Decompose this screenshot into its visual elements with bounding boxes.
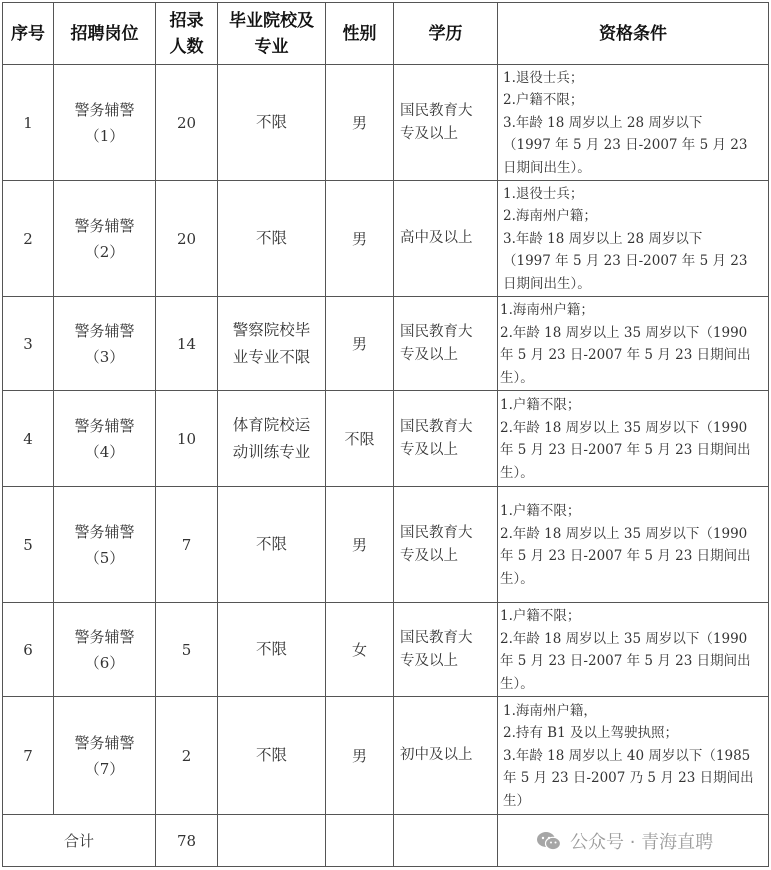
cell-requirements: 1.户籍不限； 2.年龄 18 周岁以上 35 周岁以下（1990 年 5 月 23 日-2007 年 5 月 23 日期间出 生）。 (498, 603, 769, 697)
cell-seq: 6 (3, 603, 54, 697)
header-row (3, 3, 769, 65)
cell-gender: 不限 (326, 391, 394, 487)
cell-major: 不限 (218, 603, 326, 697)
cell-education: 国民教育大 专及以上 (394, 297, 498, 391)
header-school-major: 毕业院校及 专业 (218, 3, 326, 65)
cell-requirements: 1.户籍不限； 2.年龄 18 周岁以上 35 周岁以下（1990 年 5 月 23 日-2007 年 5 月 23 日期间出 生）。 (498, 391, 769, 487)
cell-position: 警务辅警 （3） (54, 297, 156, 391)
cell-seq: 1 (3, 65, 54, 181)
cell-major: 警察院校毕 业专业不限 (218, 297, 326, 391)
watermark-text: 公众号 · 青海直聘 (570, 832, 714, 853)
cell-gender: 男 (326, 487, 394, 603)
table-row (3, 65, 769, 181)
cell-count: 20 (156, 181, 218, 297)
cell-requirements: 1.海南州户籍， 2.持有 B1 及以上驾驶执照； 3.年龄 18 周岁以上 40 周岁以下（1985 年 5 月 23 日-2007 乃 5 月 23 日期间出 生） (498, 697, 769, 815)
cell-gender: 男 (326, 181, 394, 297)
cell-count: 20 (156, 65, 218, 181)
cell-position: 警务辅警 （2） (54, 181, 156, 297)
cell-position: 警务辅警 （7） (54, 697, 156, 815)
cell-education: 国民教育大 专及以上 (394, 487, 498, 603)
cell-seq: 5 (3, 487, 54, 603)
total-count: 78 (156, 815, 218, 867)
cell-education: 国民教育大 专及以上 (394, 65, 498, 181)
table-row (3, 391, 769, 487)
cell-education: 初中及以上 (394, 697, 498, 815)
cell-seq: 3 (3, 297, 54, 391)
cell-seq: 7 (3, 697, 54, 815)
cell-major: 不限 (218, 487, 326, 603)
cell-major: 不限 (218, 181, 326, 297)
cell-count: 10 (156, 391, 218, 487)
cell-seq: 2 (3, 181, 54, 297)
cell-major: 不限 (218, 697, 326, 815)
cell-requirements: 1.户籍不限； 2.年龄 18 周岁以上 35 周岁以下（1990 年 5 月 23 日-2007 年 5 月 23 日期间出 生）。 (498, 487, 769, 603)
watermark (536, 826, 713, 856)
cell-position: 警务辅警 （6） (54, 603, 156, 697)
cell-education: 国民教育大 专及以上 (394, 391, 498, 487)
header-gender: 性别 (326, 3, 394, 65)
cell-position: 警务辅警 （1） (54, 65, 156, 181)
cell-major: 不限 (218, 65, 326, 181)
total-label: 合计 (3, 815, 156, 867)
cell-count: 5 (156, 603, 218, 697)
wechat-icon (536, 831, 562, 851)
cell-count: 2 (156, 697, 218, 815)
cell-education: 国民教育大 专及以上 (394, 603, 498, 697)
cell-count: 7 (156, 487, 218, 603)
header-position: 招聘岗位 (54, 3, 156, 65)
table-row (3, 697, 769, 815)
header-seq: 序号 (3, 3, 54, 65)
header-requirements: 资格条件 (498, 3, 769, 65)
cell-seq: 4 (3, 391, 54, 487)
cell-position: 警务辅警 （4） (54, 391, 156, 487)
recruitment-table (2, 2, 769, 867)
cell-gender: 男 (326, 697, 394, 815)
cell-major: 体育院校运 动训练专业 (218, 391, 326, 487)
header-education: 学历 (394, 3, 498, 65)
cell-gender: 男 (326, 297, 394, 391)
cell-gender: 女 (326, 603, 394, 697)
cell-requirements: 1.退役士兵； 2.海南州户籍； 3.年龄 18 周岁以上 28 周岁以下 （1997 年 5 月 23 日-2007 年 5 月 23 日期间出生）。 (498, 181, 769, 297)
cell-requirements: 1.海南州户籍； 2.年龄 18 周岁以上 35 周岁以下（1990 年 5 月 23 日-2007 年 5 月 23 日期间出 生）。 (498, 297, 769, 391)
cell-position: 警务辅警 （5） (54, 487, 156, 603)
cell-requirements: 1.退役士兵； 2.户籍不限； 3.年龄 18 周岁以上 28 周岁以下 （1997 年 5 月 23 日-2007 年 5 月 23 日期间出生）。 (498, 65, 769, 181)
cell-education: 高中及以上 (394, 181, 498, 297)
table-row (3, 603, 769, 697)
table-row (3, 487, 769, 603)
cell-gender: 男 (326, 65, 394, 181)
table-row (3, 297, 769, 391)
header-count: 招录 人数 (156, 3, 218, 65)
table-row (3, 181, 769, 297)
cell-count: 14 (156, 297, 218, 391)
